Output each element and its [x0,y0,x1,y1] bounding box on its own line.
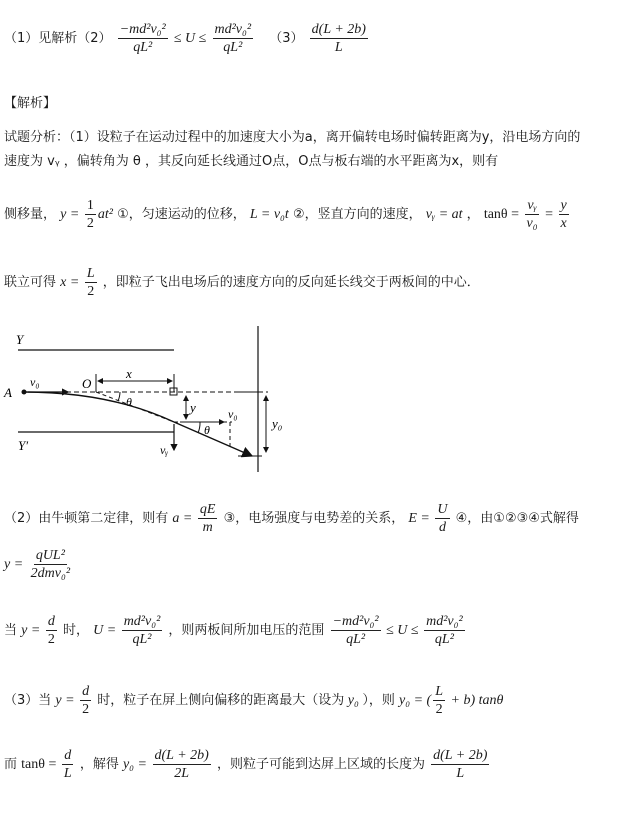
theta-arc-2 [198,422,200,433]
fraction-d-2: $\frac{d}{2}$ [47,614,55,647]
answer-fraction-left: $\frac{\text{−md²v₀²}}{\text{qL²}}$ [119,22,166,55]
label-Y-prime: Y′ [18,438,29,453]
label-y0: y₀ [272,416,283,431]
part3-line-2: 而 tanθ = $\frac{d}{L}$ ，解得 y₀ = $\frac{d(L + 2b)}{2L}$ ，则粒子可能到达屏上区域的长度为 $\frac{d(L + 2b)}{L}$ [4,748,488,781]
exit-path-line [174,422,252,456]
label-v0-exit: v₀ [228,407,238,421]
label-theta-1: θ [126,395,132,409]
analysis-line-4: 联立可得 x = $\frac{L}{2}$ ，即粒子飞出电场后的速度方向的反向延长线交于两板间的中心． [4,266,480,299]
deflection-diagram [0,322,300,472]
fraction-qUL2: $\frac{\text{qUL²}}{\text{2dmv₀²}}$ [30,548,71,581]
theta-arc-1 [118,392,120,401]
answer-part1: （1）见解析（2） [4,31,112,46]
answer-inequality: ≤ U ≤ [173,31,207,46]
fraction-range-right: $\frac{\text{md²v₀²}}{\text{qL²}}$ [426,614,463,647]
answer-part3-fraction: $\frac{d(L + 2b)}{L}$ [311,22,366,55]
label-theta-2: θ [204,423,210,437]
fraction-vy-v0: $\frac{\text{vᵧ}}{\text{v₀}}$ [526,198,538,231]
fraction-half: $\frac{1}{2}$ [86,198,94,231]
part2-line-3: 当 y = $\frac{d}{2}$ 时， U = $\frac{\text{md²v₀²}}{\text{qL²}}$ ，则两板间所加电压的范围 $\frac{\text{−md²v₀²}}{\text{qL²}}$ ≤ U ≤ $\frac{\text{md²v₀²}}{\text{qL²}}$ [4,614,463,647]
fraction-qE-m: $\frac{qE}{m}$ [199,502,216,535]
trajectory-curve [24,392,174,422]
label-y: y [190,400,196,415]
answer-fraction-right: $\frac{\text{md²v₀²}}{\text{qL²}}$ [214,22,252,55]
part2-line-2: y = $\frac{\text{qUL²}}{\text{2dmv₀²}}$ [4,548,71,581]
label-Y: Y [16,332,24,347]
section-heading: 【解析】 [4,96,57,111]
part3-line-1: （3）当 y = $\frac{d}{2}$ 时，粒子在屏上侧向偏移的距离最大（设为 y₀ ），则 y₀ = ( $\frac{L}{2}$ + b) tanθ [4,684,504,717]
fraction-d-2-b: $\frac{d}{2}$ [82,684,90,717]
fraction-U-d: $\frac{U}{d}$ [437,502,448,535]
label-vy: vᵧ [160,443,169,457]
fraction-y-x: $\frac{y}{x}$ [560,198,567,231]
label-x: x [126,366,132,381]
analysis-line-1: 试题分析：（1）设粒子在运动过程中的加速度大小为a，离开偏转电场时偏转距离为y，沿电场方向的 [4,130,581,145]
label-A: A [4,385,12,400]
analysis-line-3: 侧移量， y = $\frac{1}{2}$ at² ①，匀速运动的位移， L = v₀t ②，竖直方向的速度， vᵧ = at ， tanθ = $\frac{\text{vᵧ}}{\text{v₀}}$ = $\frac{y}{x}$ [4,198,567,231]
fraction-y0-value: $\frac{d(L + 2b)}{2L}$ [154,748,209,781]
answer-line [4,22,370,55]
fraction-U-value: $\frac{\text{md²v₀²}}{\text{qL²}}$ [123,614,161,647]
answer-part3-label: （3） [269,31,304,46]
fraction-L-2-b: $\frac{L}{2}$ [435,684,443,717]
fraction-L-2: $\frac{L}{2}$ [86,266,95,299]
label-O: O [82,376,92,391]
fraction-range-left: $\frac{\text{−md²v₀²}}{\text{qL²}}$ [332,614,379,647]
fraction-region-length: $\frac{d(L + 2b)}{L}$ [433,748,488,781]
label-v0-start: v₀ [30,375,40,389]
analysis-line-2: 速度为 vᵧ ，偏转角为 θ ，其反向延长线通过O点，O点与板右端的水平距离为x，则有 [4,154,499,169]
fraction-d-L: $\frac{d}{L}$ [63,748,72,781]
part2-line-1: （2）由牛顿第二定律，则有 a = $\frac{qE}{m}$ ③，电场强度与电势差的关系， E = $\frac{U}{d}$ ④，由①②③④式解得 [4,502,579,535]
